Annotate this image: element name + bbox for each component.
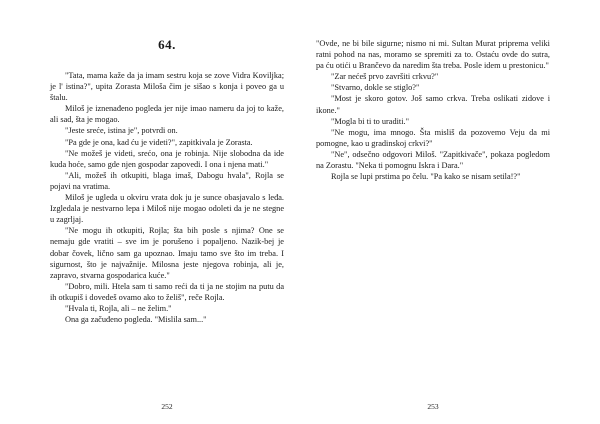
- paragraph: "Jeste sreće, istina je", potvrdi on.: [65, 126, 178, 136]
- paragraph: Miloš je iznenađeno pogleda jer nije imao nameru da joj to kaže, ali sad, šta je mogao.: [50, 104, 284, 125]
- left-page-text: [50, 70, 284, 325]
- page-number-left: 252: [161, 402, 173, 411]
- chapter-title: 64.: [158, 37, 176, 52]
- paragraph: Miloš je ugleda u okviru vrata dok ju je sunce obasjavalo s leđa. Izgledala je nestvarno lepa i Miloš nije mogao odoleti da je ne stegne u zagrljaj.: [50, 193, 284, 225]
- paragraph: "Ne", odsečno odgovori Miloš. "Zapitkivače", pokaza pogledom na Zorastu. "Neka ti pomognu Iskra i Dara.": [316, 149, 550, 171]
- paragraph: "Pa gde je ona, kad ću je videti?", zapitkivala je Zorasta.: [65, 137, 253, 147]
- paragraph: "Tata, mama kaže da ja imam sestru koja se zove Vidra Koviljka; je l' istina?", upita Zorasta Miloša čim je sišao s konja i poveo ga u štalu.: [50, 71, 284, 103]
- paragraph: "Stvarno, dokle se stiglo?": [331, 83, 420, 93]
- paragraph: Rojla se lupi prstima po čelu. "Pa kako se nisam setila!?": [331, 172, 521, 182]
- paragraph: "Most je skoro gotov. Još samo crkva. Treba oslikati zidove i ikone.": [316, 94, 550, 115]
- paragraph: "Mogla bi ti to uraditi.": [331, 116, 409, 126]
- page-number-right: 253: [427, 402, 439, 411]
- paragraph: Ona ga začuđeno pogleda. "Mislila sam...": [65, 315, 207, 325]
- continued-paragraph: "Ovde, ne bi bile sigurne; nismo ni mi. Sultan Murat priprema veliki ratni pohod na nas, moramo se spremiti za to. Ostaću ovde do sutra, pa ću otići u Brančevo da naredim šta treba. Posle idem u prestonicu.": [316, 39, 550, 71]
- paragraph: "Ali, možeš ih otkupiti, blaga imaš, Dabogu hvala", Rojla se pojavi na vratima.: [50, 170, 284, 191]
- paragraph: "Ne možeš je videti, srećo, ona je robinja. Nije slobodna da ide kuda hoće, samo gde njen gospodar zapovedi. I ona i njena mati.": [50, 148, 284, 169]
- paragraph: "Ne mogu, ima mnogo. Šta misliš da pozovemo Veju da mi pomogne, kao u gradinskoj crkvi?": [316, 127, 550, 148]
- paragraph: "Dobro, mili. Htela sam ti samo reći da ti ja ne stojim na putu da ih otkupiš i dovedeš ovamo ako to želiš", reče Rojla.: [50, 281, 284, 302]
- paragraph: "Ne mogu ih otkupiti, Rojla; šta bih posle s njima? One se nemaju gde vratiti – sve im je porušeno i popaljeno. Nazik-bej je dobar čovek, lično sam ga upoznao. Imaju tamo sve što im treba. I sigurnost, što je najvažnije. Milosna jeste njegova robinja, ali je, zapravo, stvarna gospodarica kuće.": [50, 226, 284, 280]
- paragraph: "Zar nećeš prvo završiti crkvu?": [331, 72, 439, 82]
- paragraph: "Hvala ti, Rojla, ali – ne želim.": [65, 303, 172, 313]
- right-page-text: [316, 38, 550, 182]
